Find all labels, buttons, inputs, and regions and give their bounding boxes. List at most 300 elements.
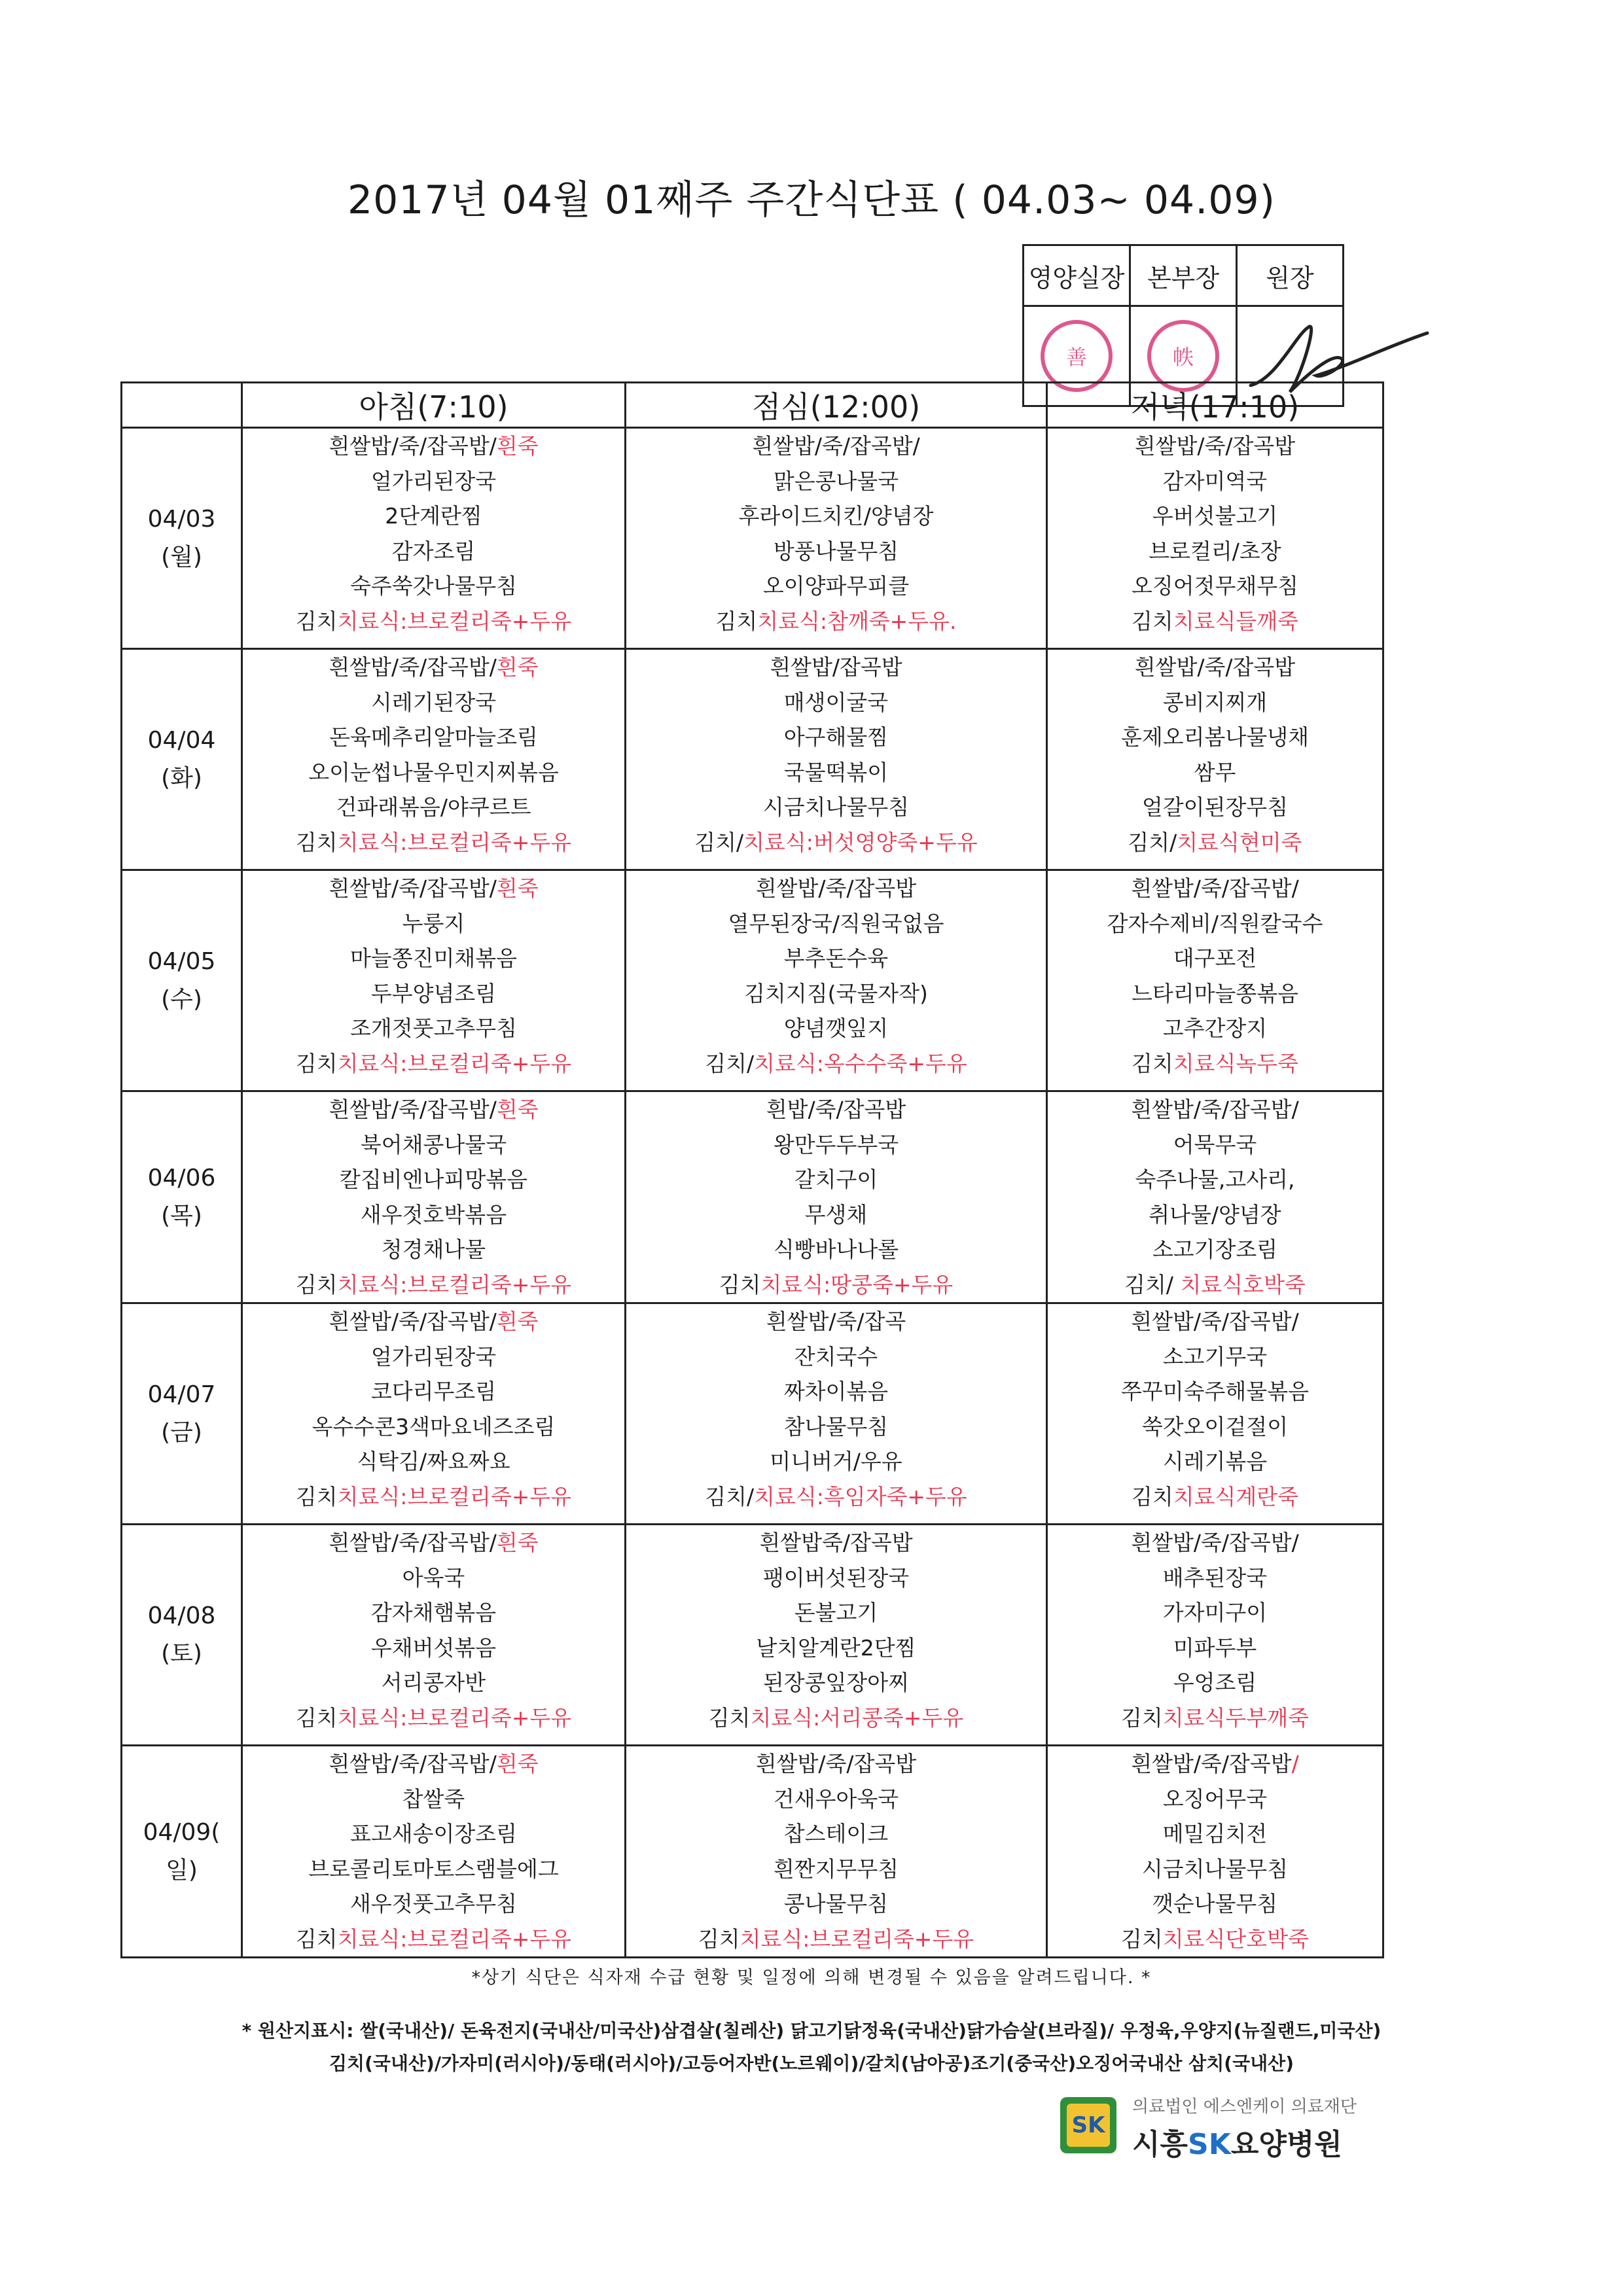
- menu-item-text: 국물떡볶이: [783, 759, 889, 785]
- menu-item: [243, 534, 624, 569]
- day-label: [122, 1091, 242, 1303]
- approval-header: 본부장: [1130, 245, 1237, 306]
- menu-item-text: 김치: [295, 829, 338, 855]
- day-row: [122, 1525, 1383, 1746]
- breakfast-cell: [242, 870, 626, 1091]
- menu-item-text: 브로컬리/초장: [1149, 538, 1281, 564]
- menu-item: [1048, 1701, 1382, 1736]
- menu-item-text: 김치/: [1124, 1271, 1181, 1298]
- menu-item-text: 흰쌀밥/죽/잡곡밥: [1134, 433, 1296, 459]
- seal-stamp: 帙: [1147, 320, 1219, 392]
- weekday-text: (수): [161, 985, 202, 1013]
- menu-item: [243, 755, 624, 790]
- menu-item-highlight: 흰죽: [496, 1097, 539, 1122]
- menu-item: [243, 976, 624, 1012]
- menu-item: [626, 499, 1046, 534]
- menu-item-text: 감자채햄볶음: [370, 1600, 497, 1625]
- menu-item: [243, 871, 624, 906]
- menu-item: [626, 720, 1046, 755]
- menu-item-text: 흰쌀밥/죽/잡곡밥/: [752, 433, 920, 459]
- menu-item-text: 김치: [719, 1271, 761, 1298]
- menu-item: [1048, 650, 1382, 685]
- menu-item-text: 콩나물무침: [783, 1891, 889, 1916]
- menu-item: [626, 1922, 1046, 1957]
- menu-item: [243, 1525, 624, 1561]
- day-label: [122, 649, 242, 870]
- menu-item: [1048, 1092, 1382, 1127]
- menu-item-text: 옥수수콘3색마요네즈조림: [312, 1413, 556, 1439]
- menu-item-text: 맑은콩나물국: [773, 468, 899, 494]
- weekday-text: 일): [166, 1856, 198, 1884]
- menu-item-text: 조개젓풋고추무침: [349, 1016, 518, 1041]
- menu-item-text: 얼가리된장국: [370, 468, 497, 494]
- menu-item: [1048, 720, 1382, 755]
- menu-item-text: 콩비지찌개: [1162, 689, 1268, 715]
- menu-item-text: 열무된장국/직원국없음: [728, 910, 944, 936]
- approval-header: 영양실장: [1024, 245, 1130, 306]
- menu-item: [243, 1011, 624, 1046]
- menu-item: [626, 1701, 1046, 1736]
- menu-item-text: 오이눈썹나물우민지찌볶음: [308, 759, 559, 785]
- menu-item: [1048, 1232, 1382, 1267]
- menu-item-text: 미니버거/우유: [770, 1449, 902, 1474]
- menu-item-text: 감자수제비/직원칼국수: [1107, 910, 1323, 936]
- date-text: 04/03: [147, 505, 216, 533]
- menu-item-text: 흰쌀밥/죽/잡곡밥/: [329, 1309, 497, 1334]
- date-text: 04/06: [147, 1164, 216, 1192]
- menu-item: [626, 650, 1046, 685]
- column-header: [122, 383, 242, 428]
- menu-item: [243, 569, 624, 604]
- menu-item-text: 후라이드치킨/양념장: [738, 503, 934, 529]
- menu-item: [243, 1374, 624, 1409]
- menu-item: [626, 604, 1046, 639]
- menu-item: [626, 1852, 1046, 1887]
- menu-item: [626, 1746, 1046, 1782]
- menu-item: [243, 1479, 624, 1515]
- menu-item-text: 김치: [1121, 1704, 1163, 1731]
- menu-item-text: 시금치나물무침: [762, 794, 910, 820]
- menu-item: [1048, 569, 1382, 604]
- menu-item-text: 날치알계란2단찜: [756, 1634, 916, 1661]
- menu-item: [626, 1339, 1046, 1375]
- dinner-cell: [1047, 1091, 1383, 1303]
- menu-item-text: 시레기된장국: [370, 689, 497, 715]
- menu-item-text: 누룽지: [402, 910, 465, 936]
- menu-item-text: 훈제오리봄나물냉채: [1121, 724, 1309, 750]
- seal-stamp: 善: [1041, 320, 1113, 392]
- day-label: [122, 1303, 242, 1525]
- menu-item: [626, 464, 1046, 499]
- menu-item-text: 아욱국: [402, 1564, 465, 1591]
- menu-item-text: 김치: [1131, 1483, 1173, 1510]
- menu-item: [626, 1595, 1046, 1631]
- menu-item-text: 김치: [295, 1050, 338, 1076]
- menu-item-text: 흰쌀밥/죽/잡곡밥: [755, 875, 917, 901]
- menu-item-highlight: 흰죽: [496, 1309, 539, 1334]
- lunch-cell: [626, 1525, 1047, 1746]
- date-text: 04/07: [147, 1381, 216, 1408]
- menu-item-text: 가자미구이: [1162, 1600, 1268, 1625]
- menu-item-text: 김치: [1121, 1926, 1163, 1952]
- menu-item: [243, 1922, 624, 1957]
- menu-item-highlight: 치료식:옥수수죽+두유: [754, 1050, 967, 1076]
- menu-item-highlight: 흰죽: [496, 1751, 539, 1776]
- menu-item-text: 흰쌀밥/죽/잡곡밥/: [1131, 1530, 1299, 1555]
- menu-item-text: 코다리무조림: [370, 1379, 497, 1404]
- menu-item-text: 돈육메추리알마늘조림: [329, 724, 538, 750]
- weekday-text: (금): [161, 1419, 202, 1446]
- menu-item-highlight: 흰죽: [496, 433, 539, 459]
- menu-item: [243, 650, 624, 685]
- origin-label-line-1: * 원산지표시: 쌀(국내산)/ 돈육전지(국내산/미국산)삼겹살(칠레산) 닭고기닭정육(국내산)닭가슴살(브라질)/ 우정육,우양지(뉴질랜드,미국산): [241, 2020, 1382, 2041]
- menu-item: [243, 1701, 624, 1736]
- menu-item-text: 김치/: [694, 829, 744, 855]
- menu-item-text: 김치: [295, 608, 338, 634]
- weekday-text: (토): [161, 1640, 202, 1667]
- menu-item: [1048, 1595, 1382, 1631]
- menu-item-text: 흰쌀밥/죽/잡곡밥/: [329, 1097, 497, 1122]
- menu-item: [1048, 1886, 1382, 1922]
- menu-item-highlight: 치료식:브로컬리죽+두유: [337, 1050, 572, 1076]
- menu-item: [1048, 1479, 1382, 1515]
- date-text: 04/09(: [143, 1818, 221, 1846]
- menu-item-text: 쌈무: [1194, 759, 1236, 785]
- menu-item: [243, 720, 624, 755]
- weekday-text: (월): [161, 543, 202, 571]
- menu-item: [243, 604, 624, 639]
- menu-item: [1048, 1197, 1382, 1233]
- menu-item: [243, 1561, 624, 1596]
- menu-item: [626, 1232, 1046, 1267]
- menu-item-text: 감자조림: [391, 538, 476, 564]
- menu-item: [243, 1886, 624, 1922]
- menu-item-text: 김치/: [1128, 829, 1177, 855]
- breakfast-cell: [242, 649, 626, 870]
- date-text: 04/04: [147, 726, 216, 754]
- menu-item-text: 얼갈이된장무침: [1141, 794, 1289, 820]
- menu-item: [243, 1046, 624, 1082]
- menu-item-text: 갈치구이: [794, 1167, 878, 1192]
- menu-item-text: 양념깻잎지: [783, 1016, 889, 1041]
- menu-item-highlight: 치료식두부깨죽: [1162, 1704, 1309, 1731]
- menu-item-text: 김치/: [705, 1483, 755, 1510]
- menu-item-text: 팽이버섯된장국: [762, 1564, 910, 1591]
- breakfast-cell: [242, 1303, 626, 1525]
- menu-item-text: 흰쌀밥/죽/잡곡밥: [1134, 654, 1296, 680]
- menu-item: [243, 941, 624, 976]
- menu-item-text: 매생이굴국: [783, 689, 889, 715]
- menu-item-text: 취나물/양념장: [1149, 1201, 1281, 1227]
- menu-item: [626, 1886, 1046, 1922]
- menu-item: [626, 976, 1046, 1012]
- menu-item: [1048, 1339, 1382, 1375]
- menu-item: [243, 1127, 624, 1163]
- menu-item-text: 흰쌀밥/죽/잡곡밥/: [1131, 875, 1299, 901]
- menu-item: [626, 1444, 1046, 1479]
- date-text: 04/05: [147, 947, 216, 975]
- menu-item-text: 김치: [708, 1704, 751, 1731]
- menu-item: [243, 1631, 624, 1666]
- menu-item: [1048, 906, 1382, 942]
- day-row: [122, 870, 1383, 1091]
- menu-item-text: 흰쌀밥/죽/잡곡밥/: [1131, 1309, 1299, 1334]
- menu-item-text: 김치지짐(국물자작): [744, 980, 928, 1006]
- menu-item: [243, 1665, 624, 1701]
- menu-item: [626, 1197, 1046, 1233]
- menu-item: [243, 1746, 624, 1782]
- menu-item-text: 흰쌀밥/잡곡밥: [770, 654, 902, 680]
- menu-item-text: 새우젓풋고추무침: [349, 1891, 518, 1916]
- menu-item-text: 흰쌀밥/죽/잡곡밥: [1131, 1751, 1292, 1776]
- menu-item: [1048, 1631, 1382, 1666]
- menu-item: [1048, 1409, 1382, 1445]
- menu-item-text: 건새우아욱국: [773, 1786, 899, 1812]
- menu-item: [243, 1409, 624, 1445]
- menu-item: [243, 1267, 624, 1303]
- dinner-cell: [1047, 870, 1383, 1091]
- dinner-cell: [1047, 428, 1383, 649]
- weekday-text: (화): [161, 764, 202, 792]
- menu-item: [1048, 1746, 1382, 1782]
- day-label: [122, 428, 242, 649]
- hospital-logo-icon: SK: [1060, 2097, 1116, 2153]
- menu-item: [1048, 1374, 1382, 1409]
- menu-item-highlight: 흰죽: [496, 1530, 539, 1555]
- menu-item: [243, 906, 624, 942]
- menu-item: [1048, 464, 1382, 499]
- menu-item-text: 칼집비엔나피망볶음: [340, 1167, 527, 1192]
- menu-item: [626, 534, 1046, 569]
- menu-item-text: 쑥갓오이겉절이: [1141, 1413, 1289, 1439]
- menu-item-highlight: 치료식:브로컬리죽+두유: [337, 1704, 572, 1731]
- dinner-cell: [1047, 1303, 1383, 1525]
- menu-item-text: 느타리마늘쫑볶음: [1131, 980, 1299, 1006]
- menu-item-highlight: 치료식:땅콩죽+두유: [760, 1271, 954, 1298]
- lunch-cell: [626, 1303, 1047, 1525]
- menu-item-text: 식탁김/짜요짜요: [357, 1449, 510, 1474]
- menu-item-text: 돈불고기: [794, 1600, 878, 1625]
- menu-item-highlight: 치료식:브로컬리죽+두유: [337, 1271, 572, 1298]
- menu-item-text: 흰쌀밥/죽/잡곡밥/: [329, 433, 497, 459]
- menu-item: [243, 685, 624, 720]
- menu-item: [1048, 1922, 1382, 1957]
- menu-item-highlight: 치료식:브로컬리죽+두유: [740, 1926, 974, 1952]
- menu-item-text: 감자미역국: [1162, 468, 1268, 494]
- day-row: [122, 1303, 1383, 1525]
- menu-item-text: 왕만두두부국: [773, 1131, 899, 1157]
- menu-item-text: 오이양파무피클: [762, 573, 910, 599]
- menu-item-text: 김치: [715, 608, 758, 634]
- menu-item-text: 두부양념조림: [370, 980, 497, 1006]
- menu-item-text: 건파래볶음/야쿠르트: [336, 794, 531, 820]
- menu-item: [1048, 1665, 1382, 1701]
- menu-item-text: 마늘쫑진미채볶음: [349, 945, 518, 971]
- menu-item-text: 쭈꾸미숙주해물볶음: [1121, 1379, 1309, 1404]
- menu-item-highlight: 치료식녹두죽: [1173, 1050, 1299, 1076]
- menu-item-highlight: 치료식:흑임자죽+두유: [754, 1483, 967, 1510]
- menu-item: [626, 941, 1046, 976]
- menu-item: [243, 825, 624, 860]
- weekly-menu-table: [120, 381, 1384, 1958]
- menu-item-highlight: 치료식들깨죽: [1173, 608, 1299, 634]
- menu-item-text: 흰쌀밥/죽/잡곡밥/: [329, 875, 497, 901]
- menu-item: [626, 1665, 1046, 1701]
- menu-item-text: 김치: [698, 1926, 740, 1952]
- lunch-cell: [626, 1091, 1047, 1303]
- menu-item: [626, 1816, 1046, 1852]
- menu-item-text: 새우젓호박볶음: [360, 1201, 507, 1227]
- lunch-cell: [626, 649, 1047, 870]
- breakfast-cell: [242, 1091, 626, 1303]
- menu-item: [243, 1339, 624, 1375]
- menu-item: [626, 790, 1046, 825]
- page-title: 2017년 04월 01째주 주간식단표 ( 04.03~ 04.09): [347, 177, 1276, 223]
- menu-item: [626, 1011, 1046, 1046]
- menu-item-text: 어묵무국: [1173, 1131, 1257, 1157]
- lunch-cell: [626, 870, 1047, 1091]
- breakfast-cell: [242, 428, 626, 649]
- menu-item-text: 미파두부: [1173, 1634, 1257, 1661]
- menu-item: [1048, 604, 1382, 639]
- menu-item-text: 김치/: [705, 1050, 755, 1076]
- menu-item-text: 시금치나물무침: [1141, 1856, 1289, 1882]
- menu-item: [1048, 534, 1382, 569]
- menu-item-text: 숙주쑥갓나물무침: [349, 573, 518, 599]
- menu-item: [626, 871, 1046, 906]
- menu-item: [243, 1595, 624, 1631]
- menu-item: [1048, 1444, 1382, 1479]
- menu-item: [243, 1782, 624, 1817]
- menu-item: [1048, 1046, 1382, 1082]
- menu-item-text: 짜차이볶음: [783, 1379, 889, 1404]
- menu-item-text: 소고기무국: [1162, 1343, 1268, 1369]
- menu-item-text: 고추간장지: [1162, 1016, 1268, 1041]
- menu-item: [626, 1092, 1046, 1127]
- menu-item: [626, 825, 1046, 860]
- menu-item-text: 김치: [1131, 1050, 1173, 1076]
- menu-item-text: 잔치국수: [794, 1343, 878, 1369]
- menu-item-text: 오징어젓무채무침: [1131, 573, 1299, 599]
- menu-item: [1048, 1782, 1382, 1817]
- column-header-breakfast: 아침(7:10): [242, 383, 626, 428]
- menu-item: [626, 429, 1046, 464]
- menu-item: [1048, 1561, 1382, 1596]
- menu-item: [626, 1374, 1046, 1409]
- day-label: [122, 1525, 242, 1746]
- menu-item: [626, 755, 1046, 790]
- menu-item-text: 찹스테이크: [783, 1821, 889, 1846]
- menu-item-text: 참나물무침: [783, 1413, 889, 1439]
- menu-item-highlight: 흰죽: [496, 654, 539, 680]
- menu-item: [626, 1782, 1046, 1817]
- menu-item-highlight: 치료식호박죽: [1180, 1271, 1306, 1298]
- day-label: [122, 870, 242, 1091]
- menu-item: [1048, 1127, 1382, 1163]
- menu-item: [1048, 1852, 1382, 1887]
- menu-item-text: 숙주나물,고사리,: [1135, 1167, 1295, 1192]
- day-label: [122, 1746, 242, 1958]
- menu-item: [1048, 871, 1382, 906]
- menu-item-text: 찹쌀죽: [402, 1786, 465, 1812]
- menu-item: [626, 1304, 1046, 1339]
- menu-item: [1048, 976, 1382, 1012]
- day-row: [122, 649, 1383, 870]
- menu-item: [243, 1816, 624, 1852]
- menu-item-text: 북어채콩나물국: [360, 1131, 507, 1157]
- menu-item-highlight: 치료식현미죽: [1177, 829, 1302, 855]
- menu-item-text: 아구해물찜: [783, 724, 889, 750]
- menu-item: [626, 569, 1046, 604]
- lunch-cell: [626, 1746, 1047, 1958]
- menu-item: [626, 1267, 1046, 1303]
- menu-item-text: 배추된장국: [1162, 1564, 1268, 1591]
- menu-item-highlight: /: [1291, 1751, 1299, 1776]
- menu-item: [243, 790, 624, 825]
- menu-item: [1048, 1011, 1382, 1046]
- menu-item-highlight: 치료식계란죽: [1173, 1483, 1299, 1510]
- menu-item-highlight: 치료식:브로컬리죽+두유: [337, 1926, 572, 1952]
- menu-item-text: 우버섯불고기: [1152, 503, 1278, 529]
- menu-item: [1048, 1525, 1382, 1561]
- approval-header: 원장: [1237, 245, 1344, 306]
- breakfast-cell: [242, 1525, 626, 1746]
- day-row: [122, 1091, 1383, 1303]
- menu-item-highlight: 치료식:브로컬리죽+두유: [337, 608, 572, 634]
- menu-item: [1048, 941, 1382, 976]
- hospital-logo: [1060, 2091, 1427, 2163]
- menu-item-text: 소고기장조림: [1152, 1237, 1278, 1262]
- column-header-dinner: 저녁(17:10): [1047, 383, 1383, 428]
- day-row: [122, 428, 1383, 649]
- menu-item: [626, 1479, 1046, 1515]
- menu-item: [243, 429, 624, 464]
- menu-item-text: 2단계란찜: [385, 503, 482, 529]
- day-row: [122, 1746, 1383, 1958]
- menu-item: [1048, 1816, 1382, 1852]
- menu-item: [626, 1525, 1046, 1561]
- menu-item-highlight: 치료식단호박죽: [1162, 1926, 1309, 1952]
- menu-item: [1048, 755, 1382, 790]
- menu-item-text: 흰쌀밥/죽/잡곡밥: [755, 1751, 917, 1776]
- menu-item-text: 대구포전: [1173, 945, 1257, 971]
- menu-item-text: 표고새송이장조림: [349, 1821, 518, 1846]
- menu-item-text: 부추돈수육: [783, 945, 889, 971]
- menu-item-text: 흰쌀밥/죽/잡곡밥/: [329, 1530, 497, 1555]
- menu-item-text: 메밀김치전: [1162, 1821, 1268, 1846]
- menu-item: [1048, 499, 1382, 534]
- menu-item-text: 김치: [295, 1483, 338, 1510]
- menu-item: [243, 1162, 624, 1197]
- menu-item: [626, 1631, 1046, 1666]
- menu-item-text: 브로콜리토마토스램블에그: [308, 1856, 559, 1882]
- menu-item: [243, 1232, 624, 1267]
- menu-item: [243, 1852, 624, 1887]
- menu-item-text: 무생채: [804, 1201, 868, 1227]
- menu-item: [1048, 1267, 1382, 1303]
- menu-item-text: 김치: [295, 1271, 338, 1298]
- menu-item: [1048, 429, 1382, 464]
- menu-item: [1048, 825, 1382, 860]
- menu-item-text: 오징어무국: [1162, 1786, 1268, 1812]
- breakfast-cell: [242, 1746, 626, 1958]
- menu-item: [243, 464, 624, 499]
- column-header-lunch: 점심(12:00): [626, 383, 1047, 428]
- menu-item-highlight: 치료식:서리콩죽+두유: [750, 1704, 964, 1731]
- dinner-cell: [1047, 1746, 1383, 1958]
- menu-item: [243, 499, 624, 534]
- menu-item: [243, 1304, 624, 1339]
